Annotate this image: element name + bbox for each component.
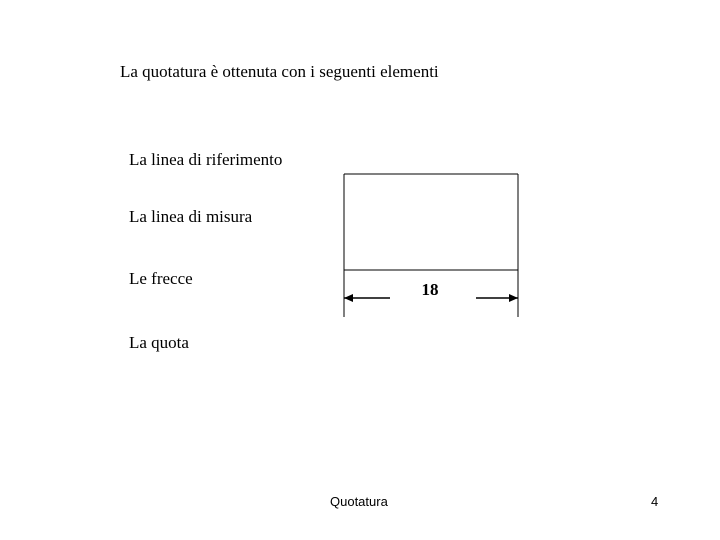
label-measure-line: La linea di misura (129, 207, 253, 226)
label-reference-line: La linea di riferimento (129, 150, 283, 169)
dimension-drawing (330, 160, 530, 330)
dimension-value-text: 18 (421, 280, 439, 299)
footer-title: Quotatura (330, 494, 388, 509)
label-dimension-value: La quota (129, 333, 189, 352)
page-number: 4 (651, 494, 659, 509)
arrow-right-icon (509, 294, 518, 302)
slide-title: La quotatura è ottenuta con i seguenti elementi (120, 62, 439, 81)
label-arrows: Le frecce (129, 269, 193, 288)
arrow-left-icon (344, 294, 353, 302)
